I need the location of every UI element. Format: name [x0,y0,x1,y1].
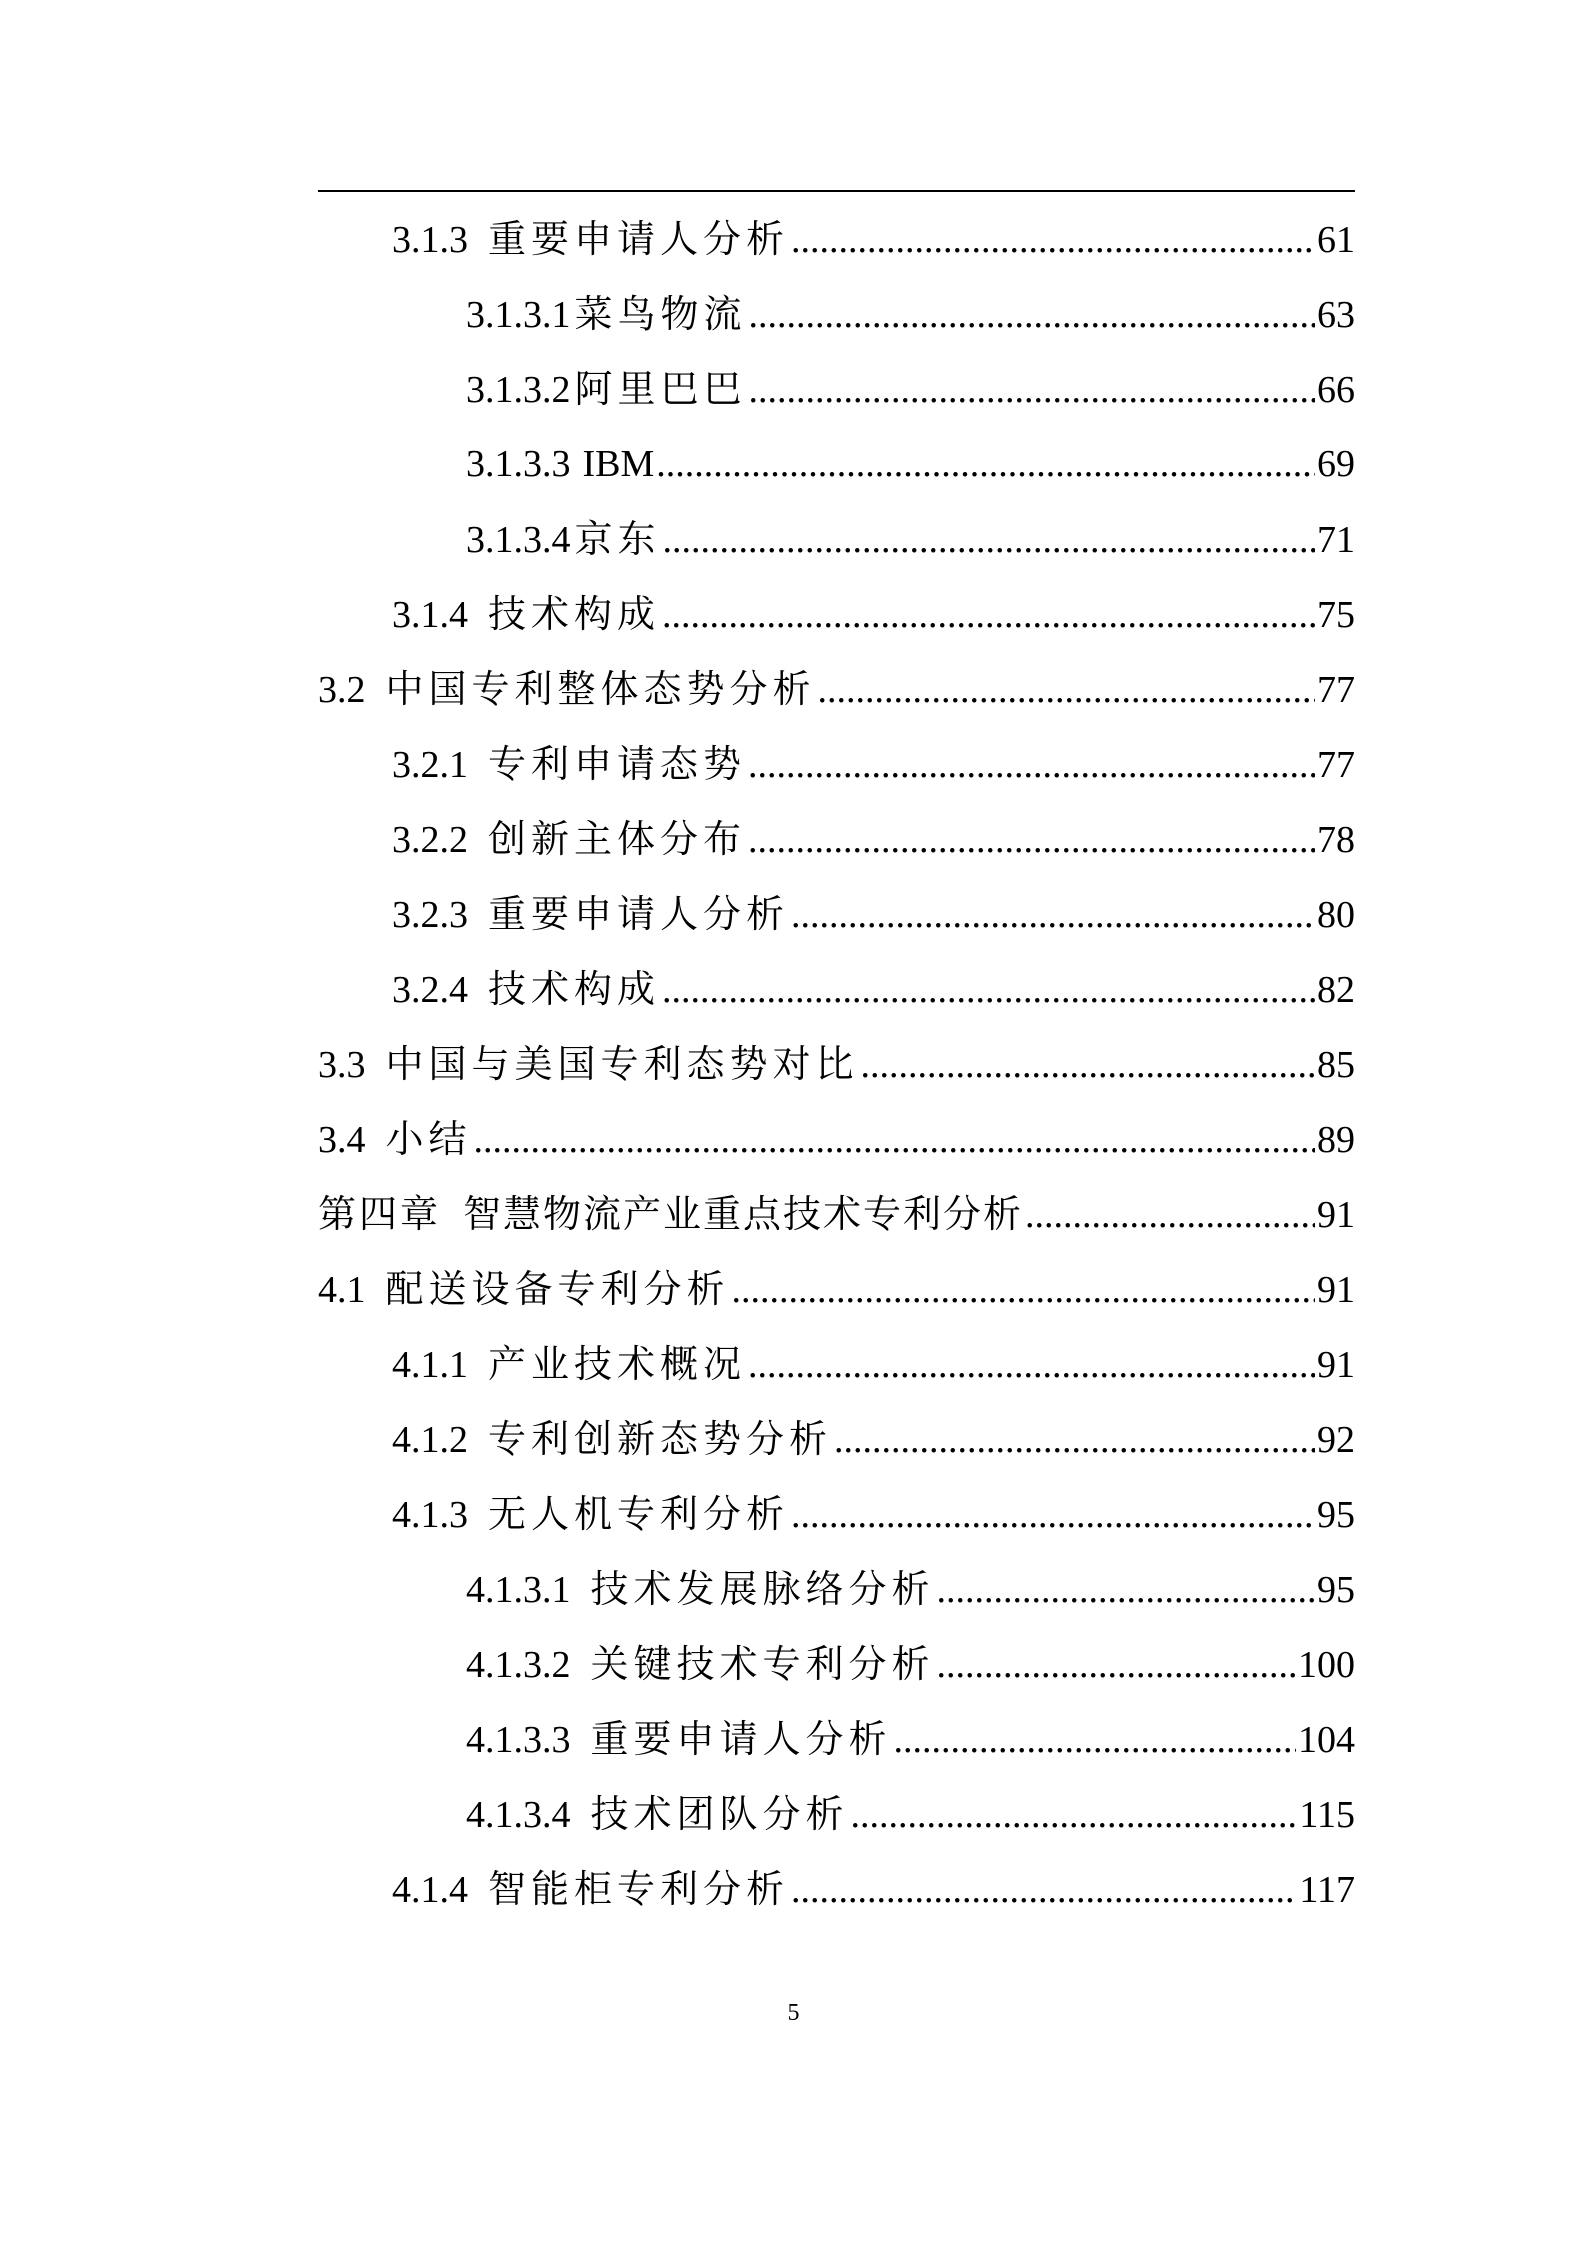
toc-title: 重要申请人分析 [590,1717,892,1761]
toc-page-number: 71 [1317,519,1355,561]
toc-number: 3.1.3.3 [466,443,571,485]
toc-number: 3.1.3 [392,219,468,261]
toc-number: 3.2.1 [392,744,468,786]
toc-entry-3-1-3-3[interactable] [466,434,1355,494]
dot-leader [791,1860,1297,1920]
toc-page-number: 78 [1317,819,1355,861]
toc-title: 重要申请人分析 [488,892,790,936]
dot-leader [791,1485,1315,1545]
toc-entry-chapter-4[interactable] [318,1184,1355,1244]
footer-page-number: 5 [787,2000,800,2026]
toc-title: 技术构成 [488,592,661,636]
toc-number: 3.2.4 [392,969,468,1011]
toc-number: 4.1.1 [392,1344,468,1386]
toc-entry-3-1-3-4[interactable] [466,509,1355,569]
toc-page-number: 77 [1317,669,1355,711]
toc-entry-4-1[interactable] [318,1259,1355,1319]
dot-leader [937,1560,1315,1620]
toc-page-number: 95 [1317,1494,1355,1536]
dot-leader [937,1635,1296,1695]
dot-leader [851,1785,1298,1845]
toc-title: 创新主体分布 [488,817,747,861]
toc-entry-3-1-3-2[interactable] [466,359,1355,419]
toc-number: 3.2 [318,669,366,711]
toc-entry-3-1-3-1[interactable] [466,284,1355,344]
toc-entry-4-1-3-4[interactable] [466,1784,1355,1844]
toc-title: 技术构成 [488,967,661,1011]
toc-number: 3.1.3.4 [466,519,571,561]
toc-page-number: 61 [1317,219,1355,261]
toc-title: 智慧物流产业重点技术专利分析 [463,1192,1024,1236]
toc-entry-3-2-1[interactable] [392,734,1355,794]
dot-leader [748,735,1315,795]
dot-leader [861,1035,1315,1095]
dot-leader [748,810,1315,870]
toc-entry-4-1-3-2[interactable] [466,1634,1355,1694]
dot-leader [749,360,1315,420]
toc-page-number: 104 [1298,1719,1355,1761]
toc-page-number: 91 [1317,1269,1355,1311]
toc-entry-4-1-4[interactable] [392,1859,1355,1919]
toc-page-number: 63 [1317,294,1355,336]
toc-title: 技术团队分析 [590,1792,849,1836]
toc-page-number: 91 [1317,1344,1355,1386]
toc-entry-4-1-3[interactable] [392,1484,1355,1544]
toc-number: 3.2.2 [392,819,468,861]
toc-page-number: 91 [1317,1194,1355,1236]
toc-number: 4.1.2 [392,1419,468,1461]
toc-number: 3.4 [318,1119,366,1161]
toc-page-number: 100 [1298,1644,1355,1686]
dot-leader [732,1260,1315,1320]
toc-entry-3-1-3[interactable] [392,209,1355,269]
toc-title: 智能柜专利分析 [488,1867,790,1911]
toc-entry-3-2[interactable] [318,659,1355,719]
toc-title: 配送设备专利分析 [385,1267,730,1311]
toc-page-number: 92 [1317,1419,1355,1461]
dot-leader [663,510,1315,570]
dot-leader [894,1710,1296,1770]
toc-entry-3-2-4[interactable] [392,959,1355,1019]
dot-leader [662,960,1315,1020]
toc-page-number: 77 [1317,744,1355,786]
toc-title: 关键技术专利分析 [590,1642,935,1686]
toc-entry-4-1-1[interactable] [392,1334,1355,1394]
toc-title: 专利创新态势分析 [488,1417,833,1461]
toc-entry-3-1-4[interactable] [392,584,1355,644]
toc-number: 4.1.3.3 [466,1719,571,1761]
toc-title: 专利申请态势 [488,742,747,786]
toc-page-number: 82 [1317,969,1355,1011]
toc-page-number: 115 [1299,1794,1355,1836]
toc-entry-3-2-2[interactable] [392,809,1355,869]
toc-number: 4.1.3.1 [466,1569,571,1611]
toc-page-number: 69 [1317,443,1355,485]
toc-number: 3.2.3 [392,894,468,936]
toc-entry-4-1-2[interactable] [392,1409,1355,1469]
toc-page-number: 85 [1317,1044,1355,1086]
toc-number: 4.1.3.2 [466,1644,571,1686]
dot-leader [1025,1185,1315,1245]
toc-title: 菜鸟物流 [574,292,747,336]
toc-number: 4.1.4 [392,1869,468,1911]
toc-entry-4-1-3-1[interactable] [466,1559,1355,1619]
toc-page-number: 95 [1317,1569,1355,1611]
toc-page-number: 89 [1317,1119,1355,1161]
dot-leader [818,660,1315,720]
toc-title: 重要申请人分析 [488,217,790,261]
dot-leader [791,885,1315,945]
toc-page-number: 80 [1317,894,1355,936]
toc-number: 4.1 [318,1269,366,1311]
toc-title: 中国与美国专利态势对比 [385,1042,859,1086]
toc-title: 技术发展脉络分析 [590,1567,935,1611]
toc-entry-3-4[interactable] [318,1109,1355,1169]
toc-number: 3.3 [318,1044,366,1086]
toc-title: 中国专利整体态势分析 [385,667,816,711]
toc-title: 产业技术概况 [488,1342,747,1386]
toc-page-number: 75 [1317,594,1355,636]
toc-title: 阿里巴巴 [574,367,747,411]
toc-entry-3-3[interactable] [318,1034,1355,1094]
dot-leader [656,434,1315,494]
toc-number: 4.1.3.4 [466,1794,571,1836]
toc-number: 3.1.4 [392,594,468,636]
toc-number: 3.1.3.2 [466,369,571,411]
dot-leader [834,1410,1315,1470]
toc-page-number: 66 [1317,369,1355,411]
dot-leader [748,1335,1315,1395]
toc-page-number: 117 [1299,1869,1355,1911]
toc-entry-4-1-3-3[interactable] [466,1709,1355,1769]
toc-number: 4.1.3 [392,1494,468,1536]
toc-title: 小结 [385,1117,472,1161]
toc-title: 无人机专利分析 [488,1492,790,1536]
dot-leader [749,285,1315,345]
toc-title: 京东 [574,517,661,561]
toc-number: 3.1.3.1 [466,294,571,336]
dot-leader [791,210,1315,270]
toc-title: IBM [582,443,655,485]
dot-leader [662,585,1315,645]
toc-entry-3-2-3[interactable] [392,884,1355,944]
dot-leader [474,1110,1315,1170]
toc-chapter-number: 第四章 [318,1192,442,1236]
